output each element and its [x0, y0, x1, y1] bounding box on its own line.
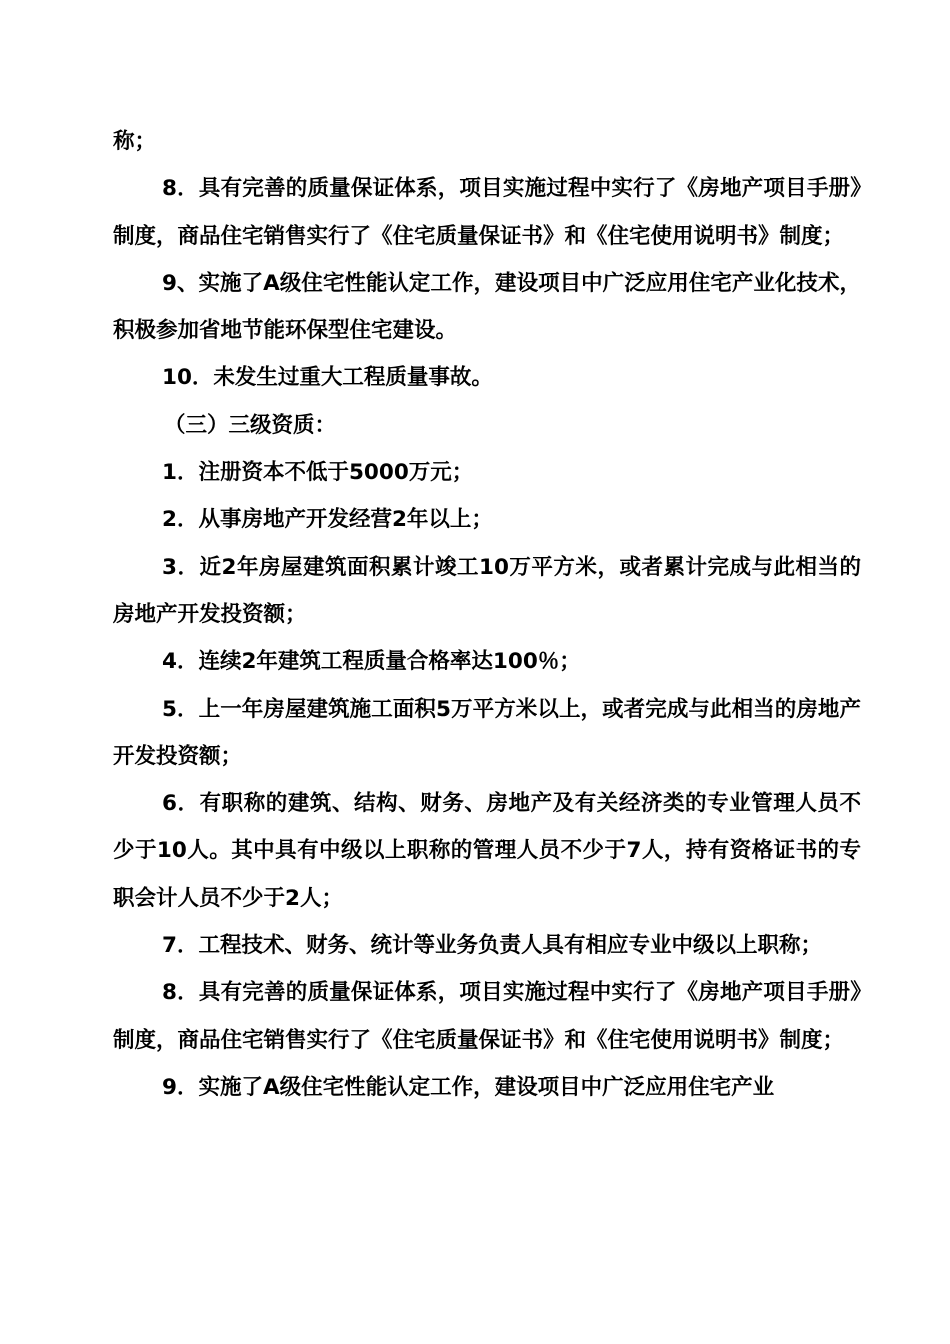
paragraph-item-9-level-3: 9．实施了A级住宅性能认定工作，建设项目中广泛应用住宅产业: [162, 1074, 775, 1100]
paragraph-item-1: 1．注册资本不低于5000万元；: [162, 460, 474, 486]
section-heading-level-3: （三）三级资质：: [164, 412, 337, 438]
paragraph-item-2: 2．从事房地产开发经营2年以上；: [162, 507, 493, 533]
document-body: [113, 118, 861, 1111]
paragraph-item-10: 10．未发生过重大工程质量事故。: [162, 365, 493, 391]
paragraph-item-8-level-3: 8．具有完善的质量保证体系，项目实施过程中实行了《房地产项目手册》制度，商品住宅销售实行了《住宅质量保证书》和《住宅使用说明书》制度；: [113, 980, 861, 1053]
paragraph-item-3: 3．近2年房屋建筑面积累计竣工10万平方米，或者累计完成与此相当的房地产开发投资额；: [113, 554, 861, 627]
paragraph-item-5: 5．上一年房屋建筑施工面积5万平方米以上，或者完成与此相当的房地产开发投资额；: [113, 696, 861, 769]
paragraph-item-6: 6．有职称的建筑、结构、财务、房地产及有关经济类的专业管理人员不少于10人。其中具有中级以上职称的管理人员不少于7人，持有资格证书的专职会计人员不少于2人；: [113, 791, 861, 911]
paragraph-item-9: 9、实施了A级住宅性能认定工作，建设项目中广泛应用住宅产业化技术，积极参加省地节能环保型住宅建设。: [113, 270, 861, 344]
paragraph-item-7: 7．工程技术、财务、统计等业务负责人具有相应专业中级以上职称；: [162, 933, 822, 959]
paragraph-item-4: 4．连续2年建筑工程质量合格率达100％；: [162, 649, 581, 675]
paragraph-continuation: 称；: [113, 129, 157, 154]
paragraph-item-8: 8．具有完善的质量保证体系，项目实施过程中实行了《房地产项目手册》制度，商品住宅销售实行了《住宅质量保证书》和《住宅使用说明书》制度；: [113, 176, 861, 249]
